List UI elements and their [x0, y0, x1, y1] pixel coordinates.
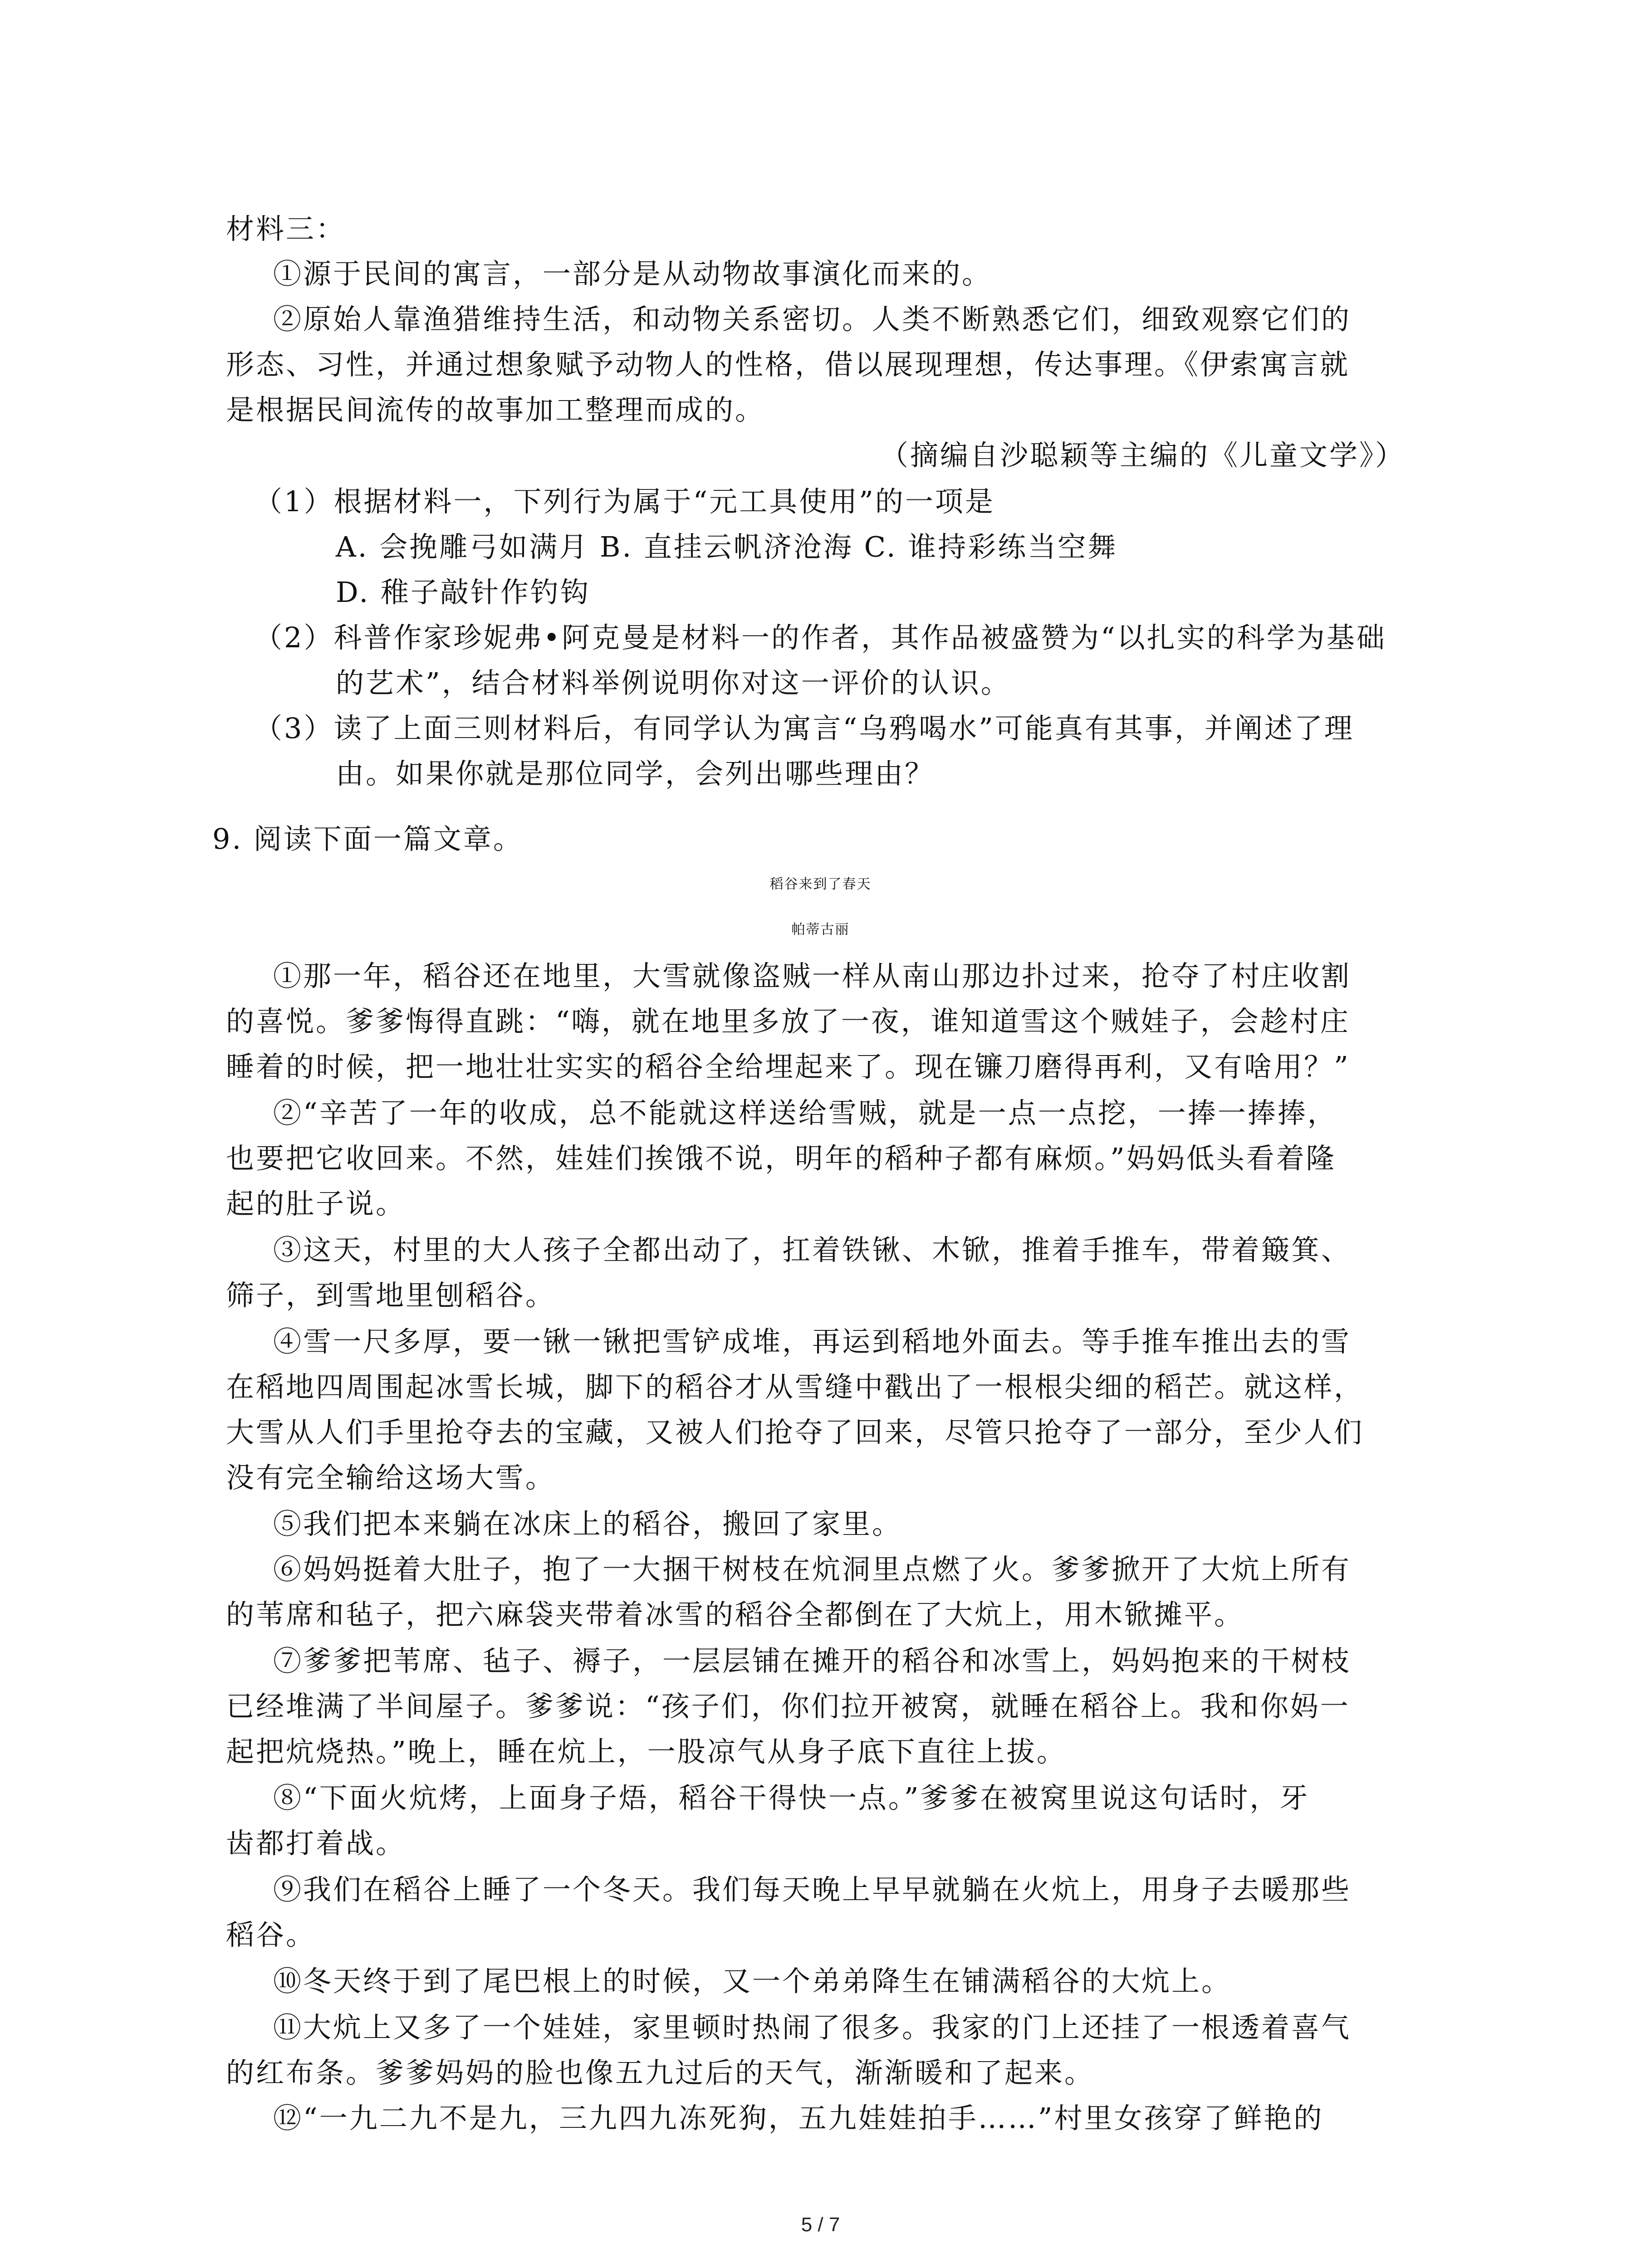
- section-9-intro: 9. 阅读下面一篇文章。: [212, 822, 523, 855]
- article-line: ⑦爹爹把苇席、毡子、褥子，一层层铺在摊开的稻谷和冰雪上，妈妈抱来的干树枝: [273, 1644, 1352, 1677]
- article-line: 睡着的时候，把一地壮壮实实的稻谷全给埋起来了。现在镰刀磨得再利，又有啥用？”: [226, 1050, 1350, 1083]
- page-number: 5 / 7: [801, 2214, 840, 2236]
- article-line: 齿都打着战。: [226, 1827, 406, 1860]
- article-line: 在稻地四周围起冰雪长城，脚下的稻谷才从雪缝中戳出了一根根尖细的稻芒。就这样，: [226, 1370, 1364, 1403]
- material3-heading: 材料三：: [226, 212, 346, 245]
- article-line: ⑤我们把本来躺在冰床上的稻谷，搬回了家里。: [273, 1507, 902, 1540]
- material3-paragraph-2-line-3: 是根据民间流传的故事加工整理而成的。: [226, 393, 765, 426]
- material3-paragraph-2-line-2: 形态、习性，并通过想象赋予动物人的性格，借以展现理想，传达事理。《伊索寓言就: [226, 348, 1350, 381]
- article-line: 筛子，到雪地里刨稻谷。: [226, 1279, 556, 1312]
- article-line: ⑩冬天终于到了尾巴根上的时候，又一个弟弟降生在铺满稻谷的大炕上。: [273, 1965, 1232, 1998]
- article-line: 起把炕烧热。”晚上，睡在炕上，一股凉气从身子底下直往上拔。: [226, 1735, 1067, 1768]
- article-line: 起的肚子说。: [226, 1187, 406, 1220]
- article-line: ⑪大炕上又多了一个娃娃，家里顿时热闹了很多。我家的门上还挂了一根透着喜气: [273, 2011, 1352, 2044]
- question-1-option-d: D. 稚子敲针作钓钩: [336, 576, 590, 609]
- article-line: ⑨我们在稻谷上睡了一个冬天。我们每天晚上早早就躺在火炕上，用身子去暖那些: [273, 1873, 1352, 1906]
- question-1-options-abc: A. 会挽雕弓如满月 B. 直挂云帆济沧海 C. 谁持彩练当空舞: [336, 530, 1118, 563]
- article-line: 的喜悦。爹爹悔得直跳：“嗨，就在地里多放了一夜，谁知道雪这个贼娃子，会趁村庄: [226, 1005, 1350, 1038]
- article-author: 帕蒂古丽: [791, 922, 850, 938]
- article-line: ⑧“下面火炕烤，上面身子焐，稻谷干得快一点。”爹爹在被窝里说这句话时，牙: [273, 1781, 1310, 1814]
- article-line: ⑫“一九二九不是九，三九四九冻死狗，五九娃娃拍手……”村里女孩穿了鲜艳的: [273, 2102, 1324, 2135]
- article-title: 稻谷来到了春天: [769, 876, 872, 892]
- article-line: 的红布条。爹爹妈妈的脸也像五九过后的天气，渐渐暖和了起来。: [226, 2056, 1095, 2089]
- article-line: ⑥妈妈挺着大肚子，抱了一大捆干树枝在炕洞里点燃了火。爹爹掀开了大炕上所有: [273, 1553, 1352, 1586]
- article-line: 稻谷。: [226, 1918, 316, 1951]
- article-line: ④雪一尺多厚，要一锹一锹把雪铲成堆，再运到稻地外面去。等手推车推出去的雪: [273, 1325, 1352, 1358]
- material3-source: （摘编自沙聪颖等主编的《儿童文学》）: [880, 439, 1406, 472]
- material3-paragraph-1: ①源于民间的寓言，一部分是从动物故事演化而来的。: [273, 257, 992, 290]
- question-2-line-2: 的艺术”，结合材料举例说明你对这一评价的认识。: [336, 666, 1011, 699]
- article-line: 已经堆满了半间屋子。爹爹说：“孩子们，你们拉开被窝，就睡在稻谷上。我和你妈一: [226, 1690, 1350, 1723]
- question-2-line-1: （2）科普作家珍妮弗•阿克曼是材料一的作者，其作品被盛赞为“以扎实的科学为基础: [254, 621, 1386, 654]
- article-line: ③这天，村里的大人孩子全都出动了，扛着铁锹、木锨，推着手推车，带着簸箕、: [273, 1233, 1352, 1266]
- article-line: ②“辛苦了一年的收成，总不能就这样送给雪贼，就是一点一点挖，一捧一捧捧，: [273, 1096, 1337, 1129]
- article-line: 也要把它收回来。不然，娃娃们挨饿不说，明年的稻种子都有麻烦。”妈妈低头看着隆: [226, 1142, 1336, 1175]
- article-line: 没有完全输给这场大雪。: [226, 1461, 556, 1494]
- question-1: （1）根据材料一，下列行为属于“元工具使用”的一项是: [254, 485, 995, 518]
- article-line: 的苇席和毡子，把六麻袋夹带着冰雪的稻谷全都倒在了大炕上，用木锨摊平。: [226, 1598, 1244, 1631]
- article-line: ①那一年，稻谷还在地里，大雪就像盗贼一样从南山那边扑过来，抢夺了村庄收割: [273, 959, 1352, 992]
- question-3-line-2: 由。如果你就是那位同学，会列出哪些理由？: [336, 757, 935, 790]
- material3-paragraph-2-line-1: ②原始人靠渔猎维持生活，和动物关系密切。人类不断熟悉它们，细致观察它们的: [273, 303, 1352, 336]
- article-line: 大雪从人们手里抢夺去的宝藏，又被人们抢夺了回来，尽管只抢夺了一部分，至少人们: [226, 1416, 1364, 1449]
- question-3-line-1: （3）读了上面三则材料后，有同学认为寓言“乌鸦喝水”可能真有其事，并阐述了理: [254, 712, 1354, 745]
